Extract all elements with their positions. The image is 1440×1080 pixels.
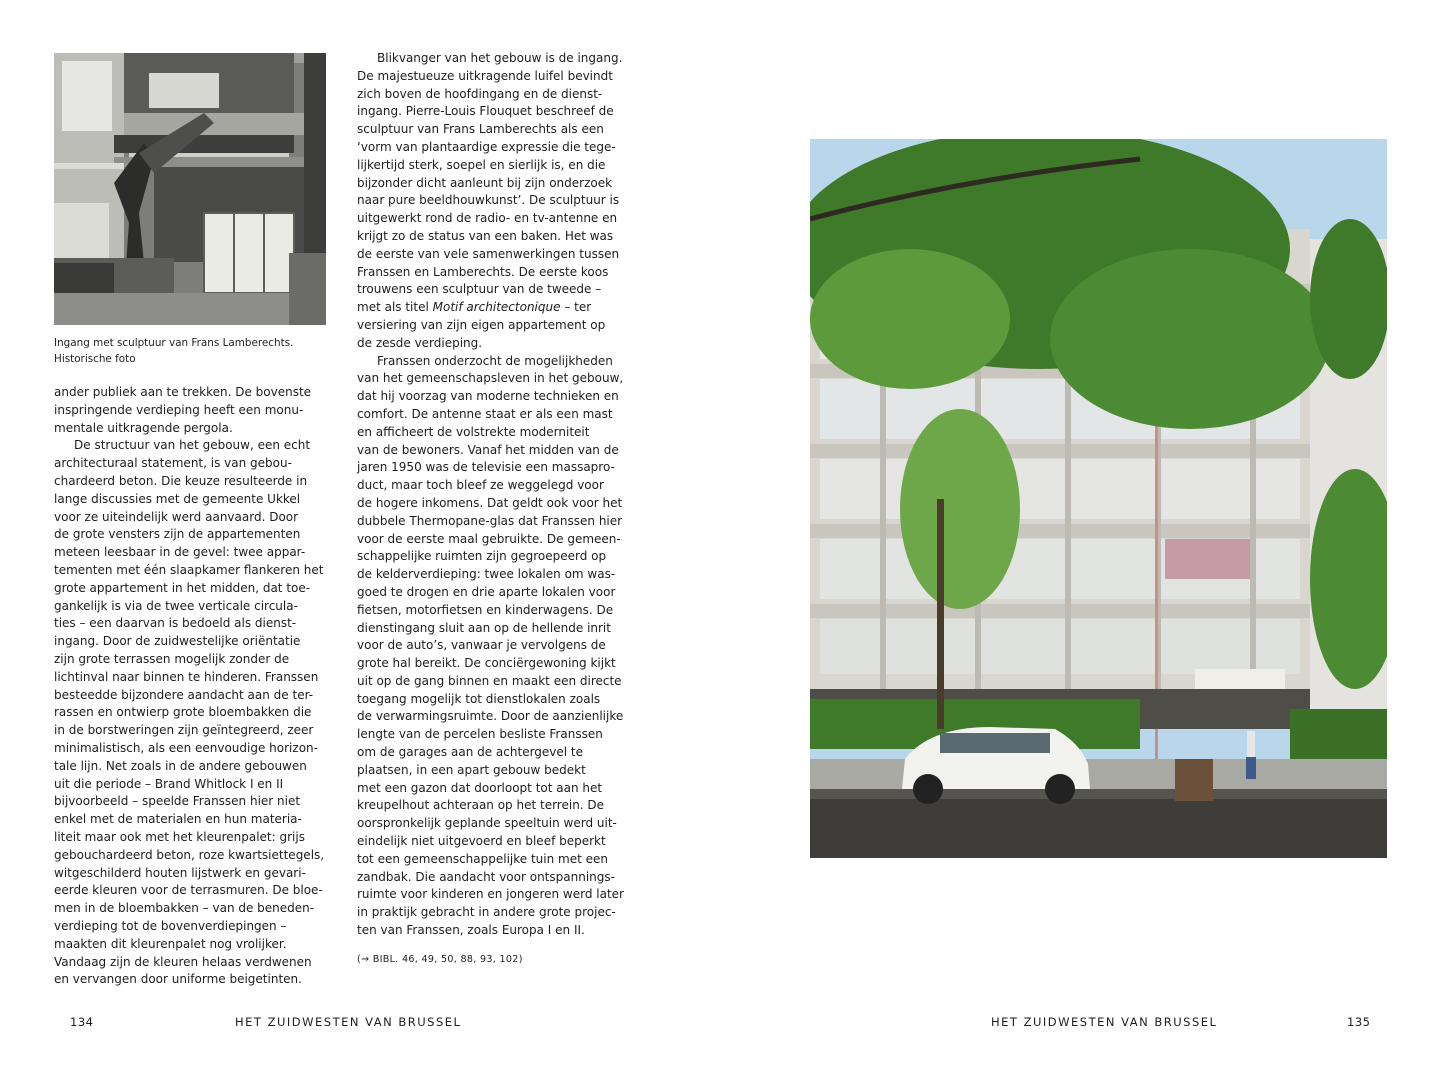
photo-caption xyxy=(54,336,326,367)
paragraph xyxy=(54,384,330,437)
text-line: en afficheert de volstrekte moderniteit xyxy=(357,424,590,439)
text-line: zandbak. Die aandacht voor ontspannings- xyxy=(357,869,615,884)
running-head-left: HET ZUIDWESTEN VAN BRUSSEL xyxy=(235,1015,462,1029)
text-line: grote hal bereikt. De conciërgewoning kijkt xyxy=(357,656,616,671)
text-line: met als titel Motif architectonique – ter xyxy=(357,300,592,315)
text-line: grote appartement in het midden, dat toe- xyxy=(54,580,311,595)
text-line: naar pure beeldhouwkunst’. De sculptuur is xyxy=(357,193,620,208)
text-line: minimalistisch, als een eenvoudige horizon- xyxy=(54,740,318,755)
text-line: mentale uitkragende pergola. xyxy=(54,420,233,435)
caption-line: Ingang met sculptuur van Frans Lamberechts. xyxy=(54,337,294,349)
text-line: tot een gemeenschappelijke tuin met een xyxy=(357,851,608,866)
text-line: rassen en ontwierp grote bloembakken die xyxy=(54,705,312,720)
text-line: de kelderverdieping: twee lokalen om was- xyxy=(357,567,616,582)
text-line: De structuur van het gebouw, een echt xyxy=(74,438,311,453)
text-line: bijzonder dicht aanleunt bij zijn onderzoek xyxy=(357,175,613,190)
text-line: lijkertijd sterk, soepel en sierlijk is, en die xyxy=(357,157,606,172)
text-line: eerde kleuren voor de terrasmuren. De bloe- xyxy=(54,883,323,898)
text-column-right xyxy=(357,50,635,940)
text-line: architecturaal statement, is van gebou- xyxy=(54,456,292,471)
building-facade-photo xyxy=(810,139,1387,858)
text-line: oorspronkelijk geplande speeltuin werd uit- xyxy=(357,816,617,831)
text-line: lichtinval naar binnen te hinderen. Franssen xyxy=(54,669,319,684)
text-line: ruimte voor kinderen en jongeren werd later xyxy=(357,887,624,902)
text-line: enkel met de materialen en hun materia- xyxy=(54,812,302,827)
text-line: tementen met één slaapkamer flankeren het xyxy=(54,562,324,577)
text-line: van het gemeenschapsleven in het gebouw, xyxy=(357,371,624,386)
text-line: schappelijke ruimten zijn gegroepeerd op xyxy=(357,549,607,564)
text-line: witgeschilderd houten lijstwerk en gevari- xyxy=(54,865,306,880)
text-line: toegang mogelijk tot dienstlokalen zoals xyxy=(357,691,601,706)
text-line: inspringende verdieping heeft een monu- xyxy=(54,402,304,417)
text-line: met een gazon dat doorloopt tot aan het xyxy=(357,780,603,795)
text-line: chardeerd beton. Die keuze resulteerde in xyxy=(54,473,308,488)
text-line: plaatsen, in een apart gebouw bedekt xyxy=(357,762,586,777)
text-line: comfort. De antenne staat er als een mast xyxy=(357,406,613,421)
paragraph xyxy=(54,437,330,989)
text-line: ties – een daarvan is bedoeld als dienst- xyxy=(54,616,297,631)
text-line: de grote vensters zijn de appartementen xyxy=(54,527,301,542)
text-line: tale lijn. Net zoals in de andere gebouwen xyxy=(54,758,307,773)
text-line: ingang. Pierre-Louis Flouquet beschreef de xyxy=(357,104,614,119)
page-number-left: 134 xyxy=(70,1015,94,1029)
text-line: van de bewoners. Vanaf het midden van de xyxy=(357,442,619,457)
text-line: lange discussies met de gemeente Ukkel xyxy=(54,491,301,506)
text-line: jaren 1950 was de televisie een massapro- xyxy=(357,460,615,475)
right-page xyxy=(720,0,1440,1080)
text-line: eindelijk niet uitgevoerd en bleef beperkt xyxy=(357,834,606,849)
text-line: fietsen, motorfietsen en kinderwagens. De xyxy=(357,602,614,617)
text-line: goed te drogen en drie aparte lokalen voor xyxy=(357,584,616,599)
text-line: meteen leesbaar in de gevel: twee appar- xyxy=(54,545,306,560)
text-line: in de borstweringen zijn geïntegreerd, zeer xyxy=(54,723,314,738)
text-line: sculptuur van Frans Lamberechts als een xyxy=(357,122,604,137)
text-line: voor ze uiteindelijk werd aanvaard. Door xyxy=(54,509,299,524)
text-line: uit die periode – Brand Whitlock I en II xyxy=(54,776,284,791)
text-line: in praktijk gebracht in andere grote projec- xyxy=(357,905,616,920)
text-line: Blikvanger van het gebouw is de ingang. xyxy=(377,51,623,65)
artwork-title: Motif architectonique xyxy=(432,300,561,315)
text-line: Franssen en Lamberechts. De eerste koos xyxy=(357,264,609,279)
text-line: verdieping tot de bovenverdiepingen – xyxy=(54,918,287,933)
text-line: kreupelhout achteraan op het terrein. De xyxy=(357,798,605,813)
text-line: ten van Franssen, zoals Europa I en II. xyxy=(357,923,585,938)
text-line: ander publiek aan te trekken. De bovenste xyxy=(54,385,312,399)
text-line: maakten dit kleurenpalet nog vrolijker. xyxy=(54,936,287,951)
text-line: om de garages aan de achtergevel te xyxy=(357,745,584,760)
text-line: gebouchardeerd beton, roze kwartsiettegels, xyxy=(54,847,325,862)
text-line: de hogere inkomens. Dat geldt ook voor het xyxy=(357,495,623,510)
text-line: en vervangen door uniforme beigetinten. xyxy=(54,972,302,987)
text-line: uitgewerkt rond de radio- en tv-antenne en xyxy=(357,211,618,226)
text-line: de zesde verdieping. xyxy=(357,335,483,350)
text-line: dienstingang sluit aan op de hellende inrit xyxy=(357,620,611,635)
text-line: ingang. Door de zuidwestelijke oriëntatie xyxy=(54,634,301,649)
text-line: Vandaag zijn de kleuren helaas verdwenen xyxy=(54,954,312,969)
text-line: men in de bloembakken – van de beneden- xyxy=(54,901,315,916)
text-line: Franssen onderzocht de mogelijkheden xyxy=(377,353,613,368)
facade-photo-image xyxy=(810,139,1387,858)
text-line: de eerste van vele samenwerkingen tussen xyxy=(357,246,620,261)
text-line: versiering van zijn eigen appartement op xyxy=(357,317,606,332)
text-line: De majestueuze uitkragende luifel bevindt xyxy=(357,68,613,83)
bibliography-reference: (→ BIBL. 46, 49, 50, 88, 93, 102) xyxy=(357,954,523,965)
text-line: duct, maar toch bleef ze weggelegd voor xyxy=(357,478,604,493)
text-line: lengte van de percelen besliste Franssen xyxy=(357,727,603,742)
text-line: dat hij voorzag van moderne technieken en xyxy=(357,389,619,404)
text-line: besteedde bijzondere aandacht aan de ter- xyxy=(54,687,314,702)
text-line: zich boven de hoofdingang en de dienst- xyxy=(357,86,603,101)
text-line: ‘vorm van plantaardige expressie die tege- xyxy=(357,139,616,154)
running-head-right: HET ZUIDWESTEN VAN BRUSSEL xyxy=(991,1015,1218,1029)
paragraph xyxy=(357,50,635,353)
text-line: krijgt zo de status van een baken. Het was xyxy=(357,228,614,243)
text-line: liteit maar ook met het kleurenpalet: grijs xyxy=(54,829,305,844)
text-line: dubbele Thermopane-glas dat Franssen hier xyxy=(357,513,623,528)
text-line: voor de eerste maal gebruikte. De gemeen- xyxy=(357,531,621,546)
text-line: uit op de gang binnen en maakt een directe xyxy=(357,673,622,688)
caption-line: Historische foto xyxy=(54,352,136,365)
text-line: de verwarmingsruimte. Door de aanzienlijke xyxy=(357,709,624,724)
text-line: gankelijk is via de twee verticale circula- xyxy=(54,598,298,613)
historic-entrance-photo xyxy=(54,53,326,325)
paragraph xyxy=(357,353,635,940)
text-column-left xyxy=(54,384,330,989)
text-line: zijn grote terrassen mogelijk zonder de xyxy=(54,651,290,666)
text-line: voor de auto’s, vanwaar je vervolgens de xyxy=(357,638,606,653)
text-line: trouwens een sculptuur van de tweede – xyxy=(357,282,602,297)
text-line: bijvoorbeeld – speelde Franssen hier niet xyxy=(54,794,301,809)
historic-photo-image xyxy=(54,53,326,325)
page-number-right: 135 xyxy=(1347,1015,1371,1029)
